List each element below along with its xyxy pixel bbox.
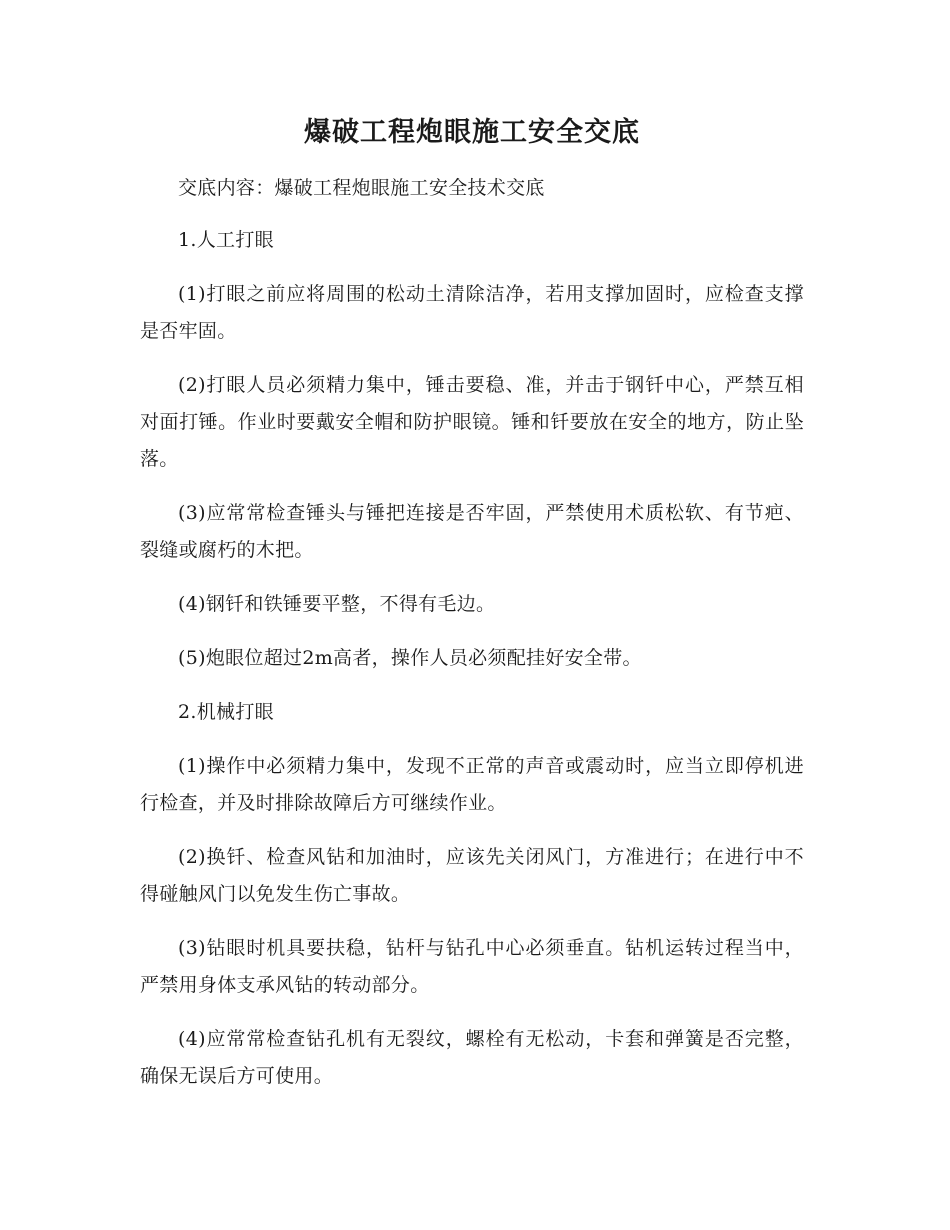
section-heading-manual-drilling: 1.人工打眼	[178, 229, 274, 251]
document-paragraph: (5)炮眼位超过2m高者，操作人员必须配挂好安全带。	[178, 647, 642, 669]
document-paragraph: (3)钻眼时机具要扶稳，钻杆与钻孔中心必须垂直。钻机运转过程当中，严禁用身体支承风钻的转动部分。	[140, 937, 804, 996]
document-title: 爆破工程炮眼施工安全交底	[304, 117, 640, 148]
document-paragraph: (4)钢钎和铁锤要平整，不得有毛边。	[178, 593, 496, 615]
section-heading-mechanical-drilling: 2.机械打眼	[178, 701, 274, 723]
document-paragraph: (1)打眼之前应将周围的松动土清除洁净，若用支撑加固时，应检查支撑是否牢固。	[140, 283, 804, 342]
document-paragraph: (3)应常常检查锤头与锤把连接是否牢固，严禁使用术质松软、有节疤、裂缝或腐朽的木把。	[140, 502, 804, 561]
document-paragraph: (2)打眼人员必须精力集中，锤击要稳、准，并击于钢钎中心，严禁互相对面打锤。作业时要戴安全帽和防护眼镜。锤和钎要放在安全的地方，防止坠落。	[140, 374, 804, 470]
document-paragraph: (1)操作中必须精力集中，发现不正常的声音或震动时，应当立即停机进行检查，并及时排除故障后方可继续作业。	[140, 755, 804, 814]
document-page	[140, 108, 804, 1112]
document-paragraph: (4)应常常检查钻孔机有无裂纹，螺栓有无松动，卡套和弹簧是否完整，确保无误后方可使用。	[140, 1028, 804, 1087]
document-paragraph: 交底内容：爆破工程炮眼施工安全技术交底	[178, 177, 545, 199]
document-paragraph: (2)换钎、检查风钻和加油时，应该先关闭风门，方准进行；在进行中不得碰触风门以免发生伤亡事故。	[140, 846, 804, 905]
